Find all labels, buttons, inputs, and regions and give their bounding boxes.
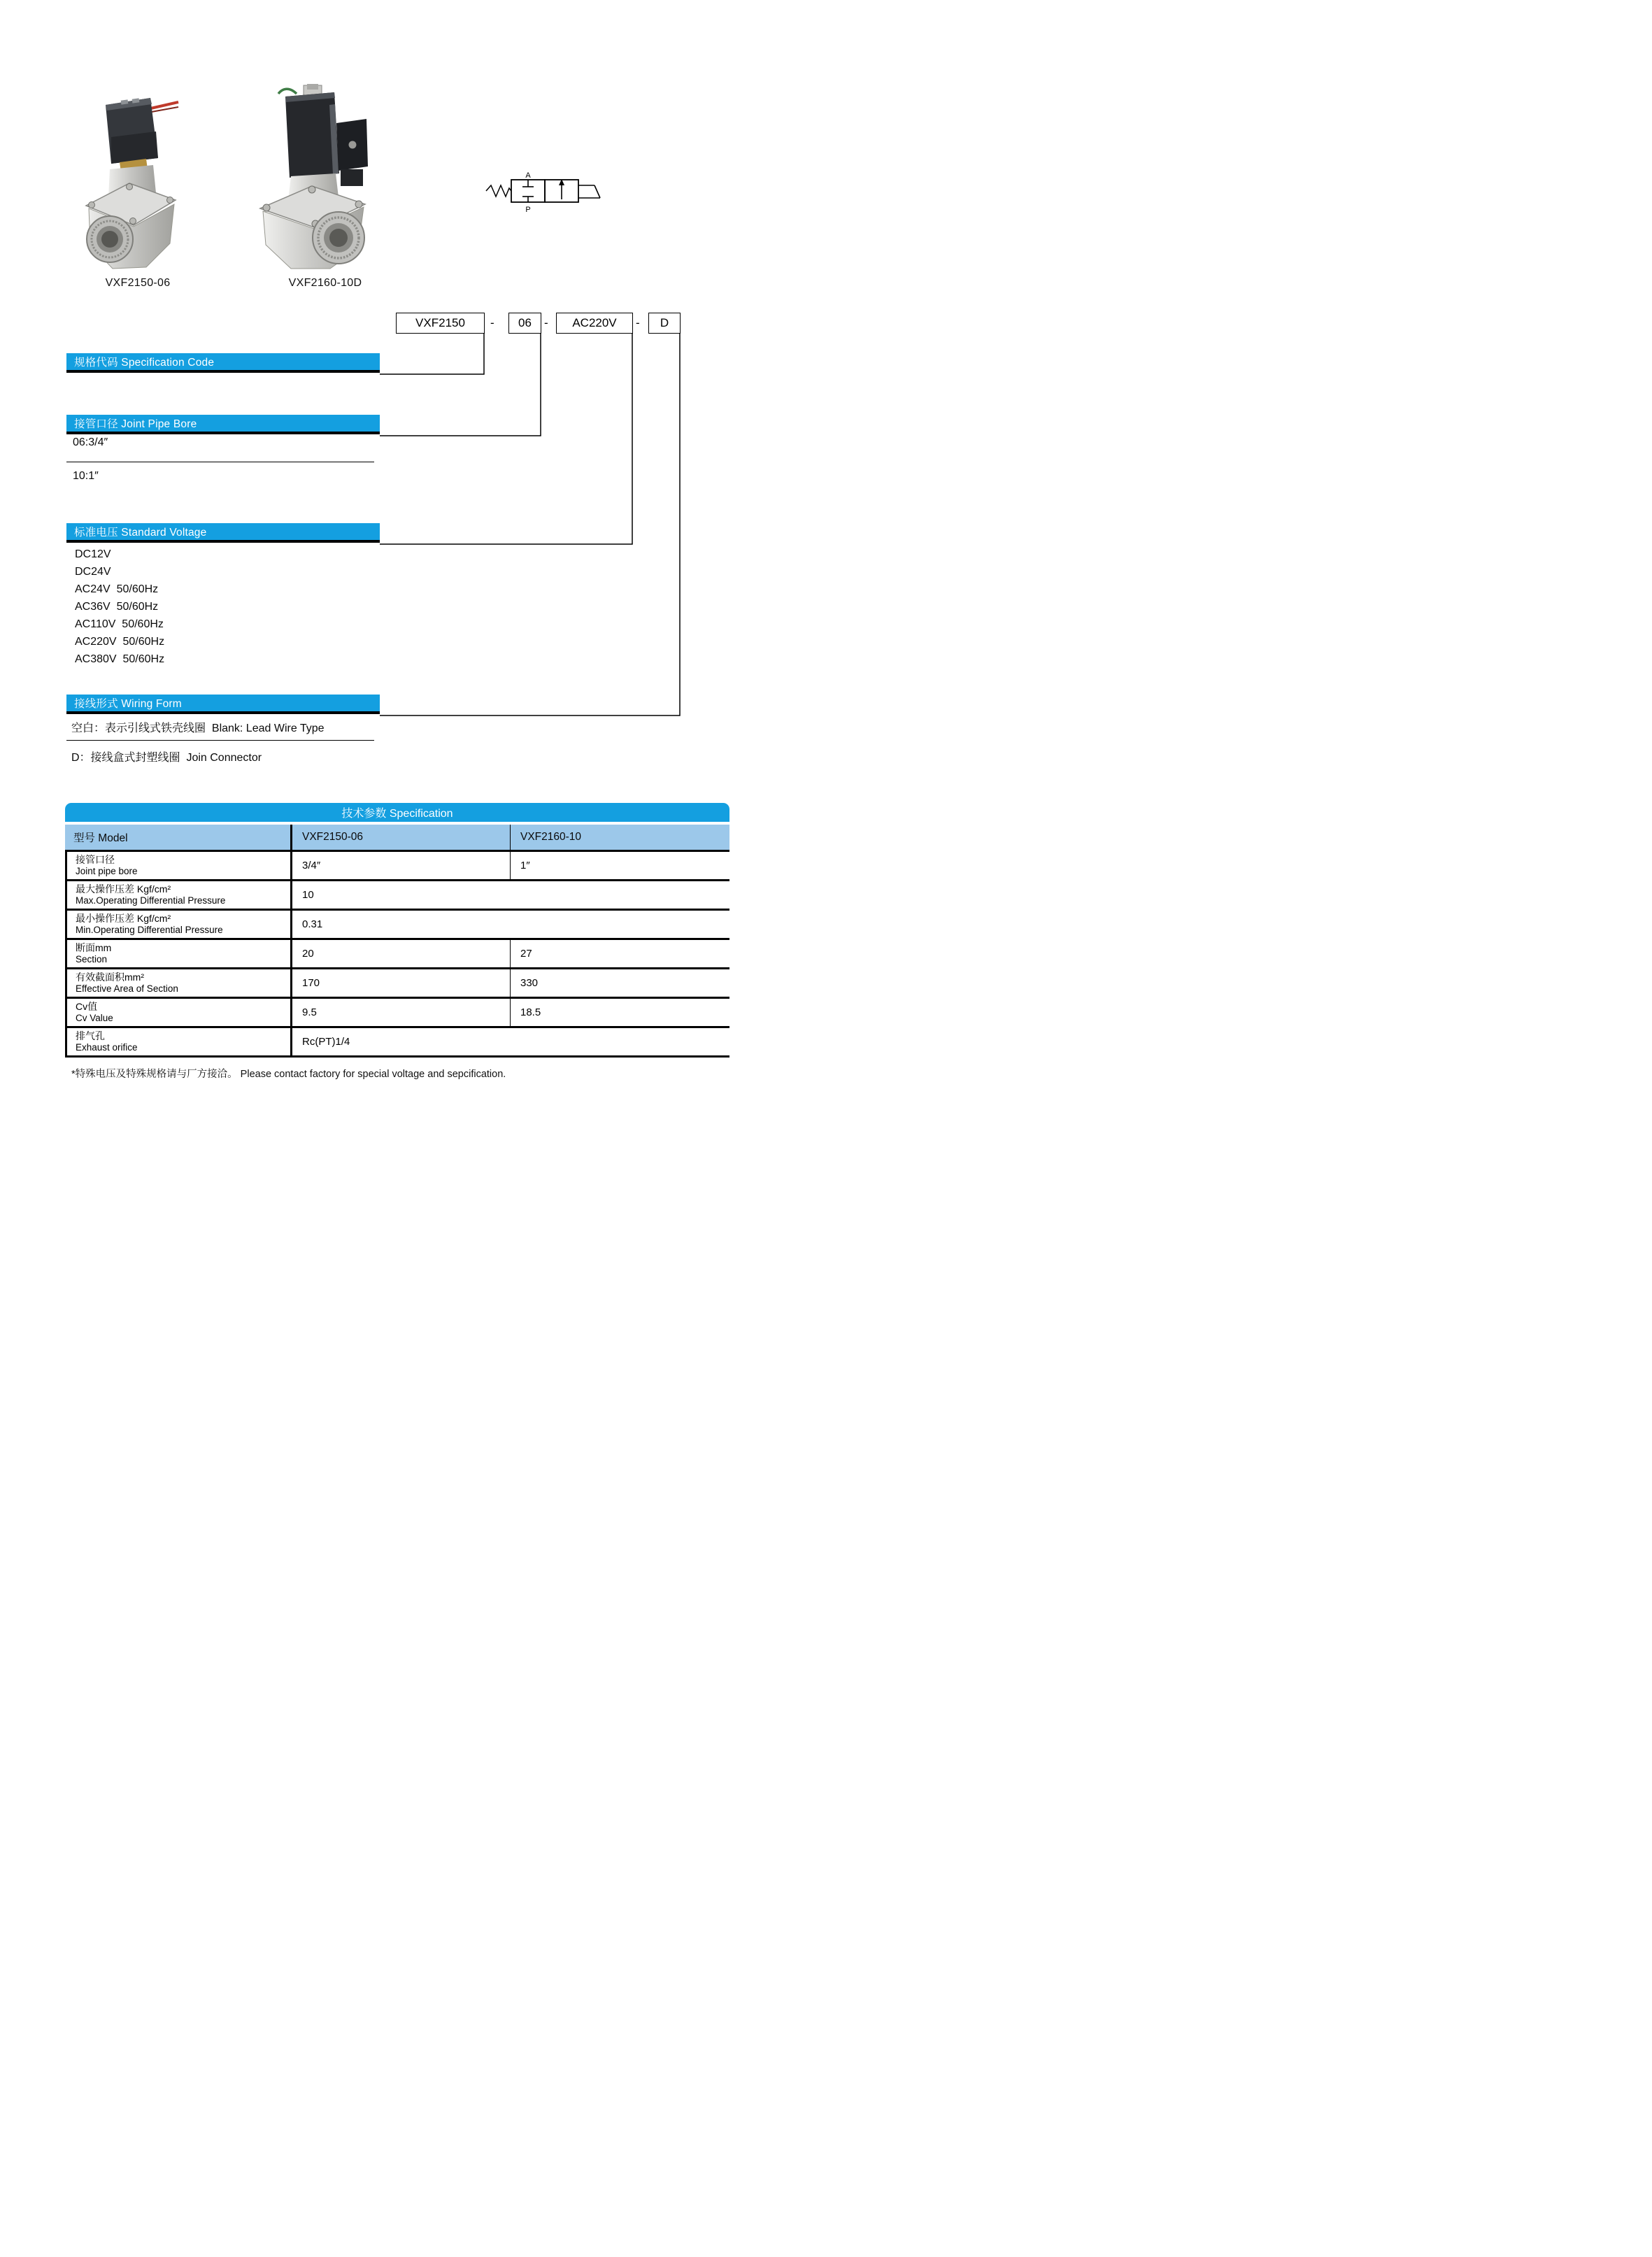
wiring-option-d: D：接线盒式封塑线圈 Join Connector xyxy=(71,752,262,764)
row-label-en: Cv Value xyxy=(76,1013,113,1023)
row-label-en: Section xyxy=(76,954,108,964)
row-label-en: Effective Area of Section xyxy=(76,983,178,994)
table-row-cv-value xyxy=(67,999,729,1028)
row-value-col2: 18.5 xyxy=(510,999,729,1026)
product-label-vxf2160-10d: VXF2160-10D xyxy=(288,277,362,289)
threaded-port xyxy=(87,216,133,262)
code-box-bore: 06 xyxy=(508,313,541,334)
row-label-zh: 最大操作压差 Kgf/cm² xyxy=(76,883,171,895)
voltage-option: AC24V 50/60Hz xyxy=(75,583,159,595)
threaded-port xyxy=(313,212,364,264)
wiring-option-blank: 空白：表示引线式铁壳线圈 Blank: Lead Wire Type xyxy=(71,722,325,734)
spring-icon xyxy=(486,185,511,197)
row-label-en: Min.Operating Differential Pressure xyxy=(76,925,223,935)
row-label-zh: 有效截面积mm² xyxy=(76,971,144,983)
datasheet-page xyxy=(0,0,826,1129)
row-label-en: Exhaust orifice xyxy=(76,1042,138,1053)
row-value-col1: 9.5 xyxy=(290,999,510,1026)
voltage-option: AC36V 50/60Hz xyxy=(75,601,159,613)
separator-line xyxy=(66,740,374,741)
footnote: *特殊电压及特殊规格请与厂方接洽。 Please contact factory for special voltage and sepcification. xyxy=(71,1069,506,1080)
table-row-max-pressure xyxy=(67,881,729,911)
table-body xyxy=(65,852,729,1058)
row-value-col1: 20 xyxy=(290,940,510,967)
port-a-label: A xyxy=(525,171,531,180)
row-label-zh: 排气孔 xyxy=(76,1030,105,1041)
row-label-zh: 最小操作压差 Kgf/cm² xyxy=(76,913,171,924)
row-value-col2: 27 xyxy=(510,940,729,967)
bore-option-06: 06:3/4″ xyxy=(73,436,108,448)
specification-table xyxy=(65,803,729,1058)
row-label-zh: 断面mm xyxy=(76,942,112,953)
table-row-effective-area xyxy=(67,969,729,999)
din-connector xyxy=(336,119,368,186)
solenoid-symbol-icon xyxy=(578,185,600,198)
row-label-en: Joint pipe bore xyxy=(76,866,138,876)
voltage-option: AC220V 50/60Hz xyxy=(75,636,165,648)
section-bar-wiring-form: 接线形式 Wiring Form xyxy=(66,695,380,714)
table-model-row xyxy=(65,825,729,852)
section-bar-standard-voltage: 标准电压 Standard Voltage xyxy=(66,523,380,543)
table-row-exhaust-orifice xyxy=(67,1028,729,1058)
voltage-option: AC110V 50/60Hz xyxy=(75,618,164,630)
row-value-col2: 330 xyxy=(510,969,729,997)
lead-wire-green-icon xyxy=(278,89,297,94)
code-box-voltage: AC220V xyxy=(556,313,633,334)
table-row-joint-pipe-bore xyxy=(67,852,729,881)
section-bar-joint-pipe-bore: 接管口径 Joint Pipe Bore xyxy=(66,415,380,434)
lead-wire-red-icon xyxy=(148,102,178,113)
port-p-label: P xyxy=(525,206,531,214)
code-dash: - xyxy=(490,316,494,329)
voltage-option: DC12V xyxy=(75,548,111,560)
row-value-col1: 3/4″ xyxy=(290,852,510,879)
model-col-vxf2160-10: VXF2160-10 xyxy=(510,825,729,850)
row-value-span: 10 xyxy=(290,881,729,909)
voltage-option: AC380V 50/60Hz xyxy=(75,653,165,665)
bore-option-10: 10:1″ xyxy=(73,470,99,482)
model-col-vxf2150-06: VXF2150-06 xyxy=(290,825,510,850)
row-value-span: 0.31 xyxy=(290,911,729,938)
valve-schematic xyxy=(485,170,604,216)
table-row-section xyxy=(67,940,729,969)
voltage-option: DC24V xyxy=(75,566,111,578)
product-photo-vxf2150-06 xyxy=(79,94,183,272)
code-dash: - xyxy=(636,316,640,329)
model-row-label: 型号 Model xyxy=(73,832,128,844)
table-row-min-pressure xyxy=(67,911,729,940)
product-photo-vxf2160-10d xyxy=(250,84,371,272)
table-title: 技术参数 Specification xyxy=(65,803,729,822)
section-bar-specification-code: 规格代码 Specification Code xyxy=(66,353,380,373)
row-value-span: Rc(PT)1/4 xyxy=(290,1028,729,1055)
row-label-zh: 接管口径 xyxy=(76,854,115,865)
solenoid-coil xyxy=(106,98,158,164)
code-dash: - xyxy=(544,316,548,329)
flow-arrow-icon xyxy=(559,179,564,199)
row-value-col1: 170 xyxy=(290,969,510,997)
code-box-wiring: D xyxy=(648,313,681,334)
row-label-zh: Cv值 xyxy=(76,1001,98,1012)
product-label-vxf2150-06: VXF2150-06 xyxy=(105,277,171,289)
row-label-en: Max.Operating Differential Pressure xyxy=(76,895,226,906)
code-box-model: VXF2150 xyxy=(396,313,485,334)
solenoid-coil xyxy=(285,92,339,178)
row-value-col2: 1″ xyxy=(510,852,729,879)
